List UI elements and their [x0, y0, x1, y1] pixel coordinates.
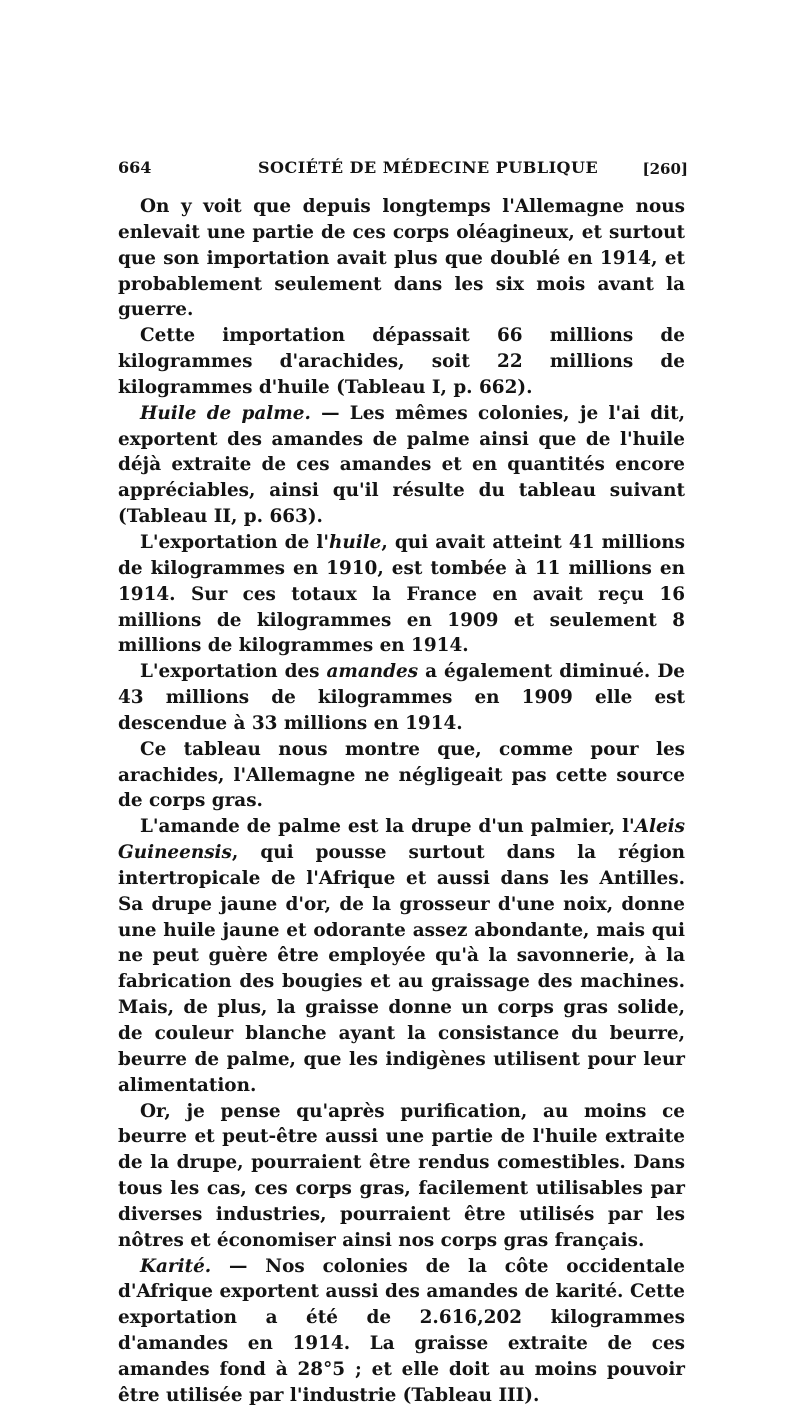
paragraph-purification: Or, je pense qu'après purification, au moins ce beurre et peut-être aussi une partie de l'huile extraite de la drupe, pourraient être rendus comestibles. Dans tous les cas, ces corps gras, facilement utilisables par diverses industries, pourraient être utilisés par les nôtres et économiser ainsi nos corps gras français.: [118, 1100, 685, 1251]
emphasis-amandes: amandes: [326, 661, 419, 683]
body-text: [118, 194, 685, 1409]
running-title: SOCIÉTÉ DE MÉDECINE PUBLIQUE: [258, 158, 599, 177]
paragraph-peanut-import: Cette importation dépassait 66 millions de kilogrammes d'arachides, soit 22 millions de kilogrammes d'huile (Tableau I, p. 662).: [118, 325, 685, 398]
paragraph-palm-oil: [118, 401, 685, 530]
paragraph-table-remark: Ce tableau nous montre que, comme pour les arachides, l'Allemagne ne négligeait pas cette source de corps gras.: [118, 738, 685, 812]
emphasis-huile: huile: [328, 531, 382, 553]
paragraph-oil-export: [118, 530, 685, 659]
page-header: [118, 158, 688, 182]
paragraph-text: — Nos colonies de la côte occidentale d'Afrique exportent aussi des amandes de karité. Cette exportation a été de 2.616,202 kilogrammes d'amandes en 1914. La graisse extraite de ces amandes fond à 28°5 ; et elle doit au moins pouvoir être utilisée par l'industrie (Tableau III).: [118, 1255, 685, 1406]
section-lead-karite: Karité.: [140, 1255, 212, 1277]
paragraph-text: a également diminué. De 43 millions de kilogrammes en 1909 elle est descendue à 33 millions en 1914.: [118, 661, 685, 734]
paragraph-germany-imports: On y voit que depuis longtemps l'Allemagne nous enlevait une partie de ces corps oléagineux, et surtout que son importation avait plus que doublé en 1914, et probablement seulement dans les six mois avant la guerre.: [118, 196, 685, 321]
paragraph-text: , qui avait atteint 41 millions de kilogrammes en 1910, est tombée à 11 millions en 1914. Sur ces totaux la France en avait reçu 16 millions de kilogrammes en 1909 et seulement 8 millions de kilogrammes en 1914.: [118, 531, 685, 657]
folio-number: [260]: [642, 160, 688, 178]
paragraph-kernel-export: [118, 659, 685, 737]
species-name: Aleis Guineensis: [118, 816, 685, 864]
paragraph-text: — Les mêmes colonies, je l'ai dit, exportent des amandes de palme ainsi que de l'huile déjà extraite de ces amandes et en quantités encore appréciables, ainsi qu'il résulte du tableau suivant (Tableau II, p. 663).: [118, 402, 685, 528]
paragraph-palm-kernel: [118, 814, 685, 1098]
page-number: 664: [118, 158, 152, 177]
paragraph-text: L'exportation de l': [140, 531, 329, 553]
paragraph-text: , qui pousse surtout dans la région intertropicale de l'Afrique et aussi dans les Antilles. Sa drupe jaune d'or, de la grosseur d'une noix, donne une huile jaune et odorante assez abondante, mais qui ne peut guère être employée qu'à la savonnerie, à la fabrication des bougies et au graissage des machines. Mais, de plus, la graisse donne un corps gras solide, de couleur blanche ayant la consistance du beurre, beurre de palme, que les indigènes utilisent pour leur alimentation.: [118, 842, 685, 1096]
paragraph-text: L'exportation des: [140, 661, 327, 683]
paragraph-karite: [118, 1254, 685, 1409]
paragraph-text: L'amande de palme est la drupe d'un palmier, l': [140, 816, 635, 838]
section-lead-palm-oil: Huile de palme.: [140, 402, 311, 424]
